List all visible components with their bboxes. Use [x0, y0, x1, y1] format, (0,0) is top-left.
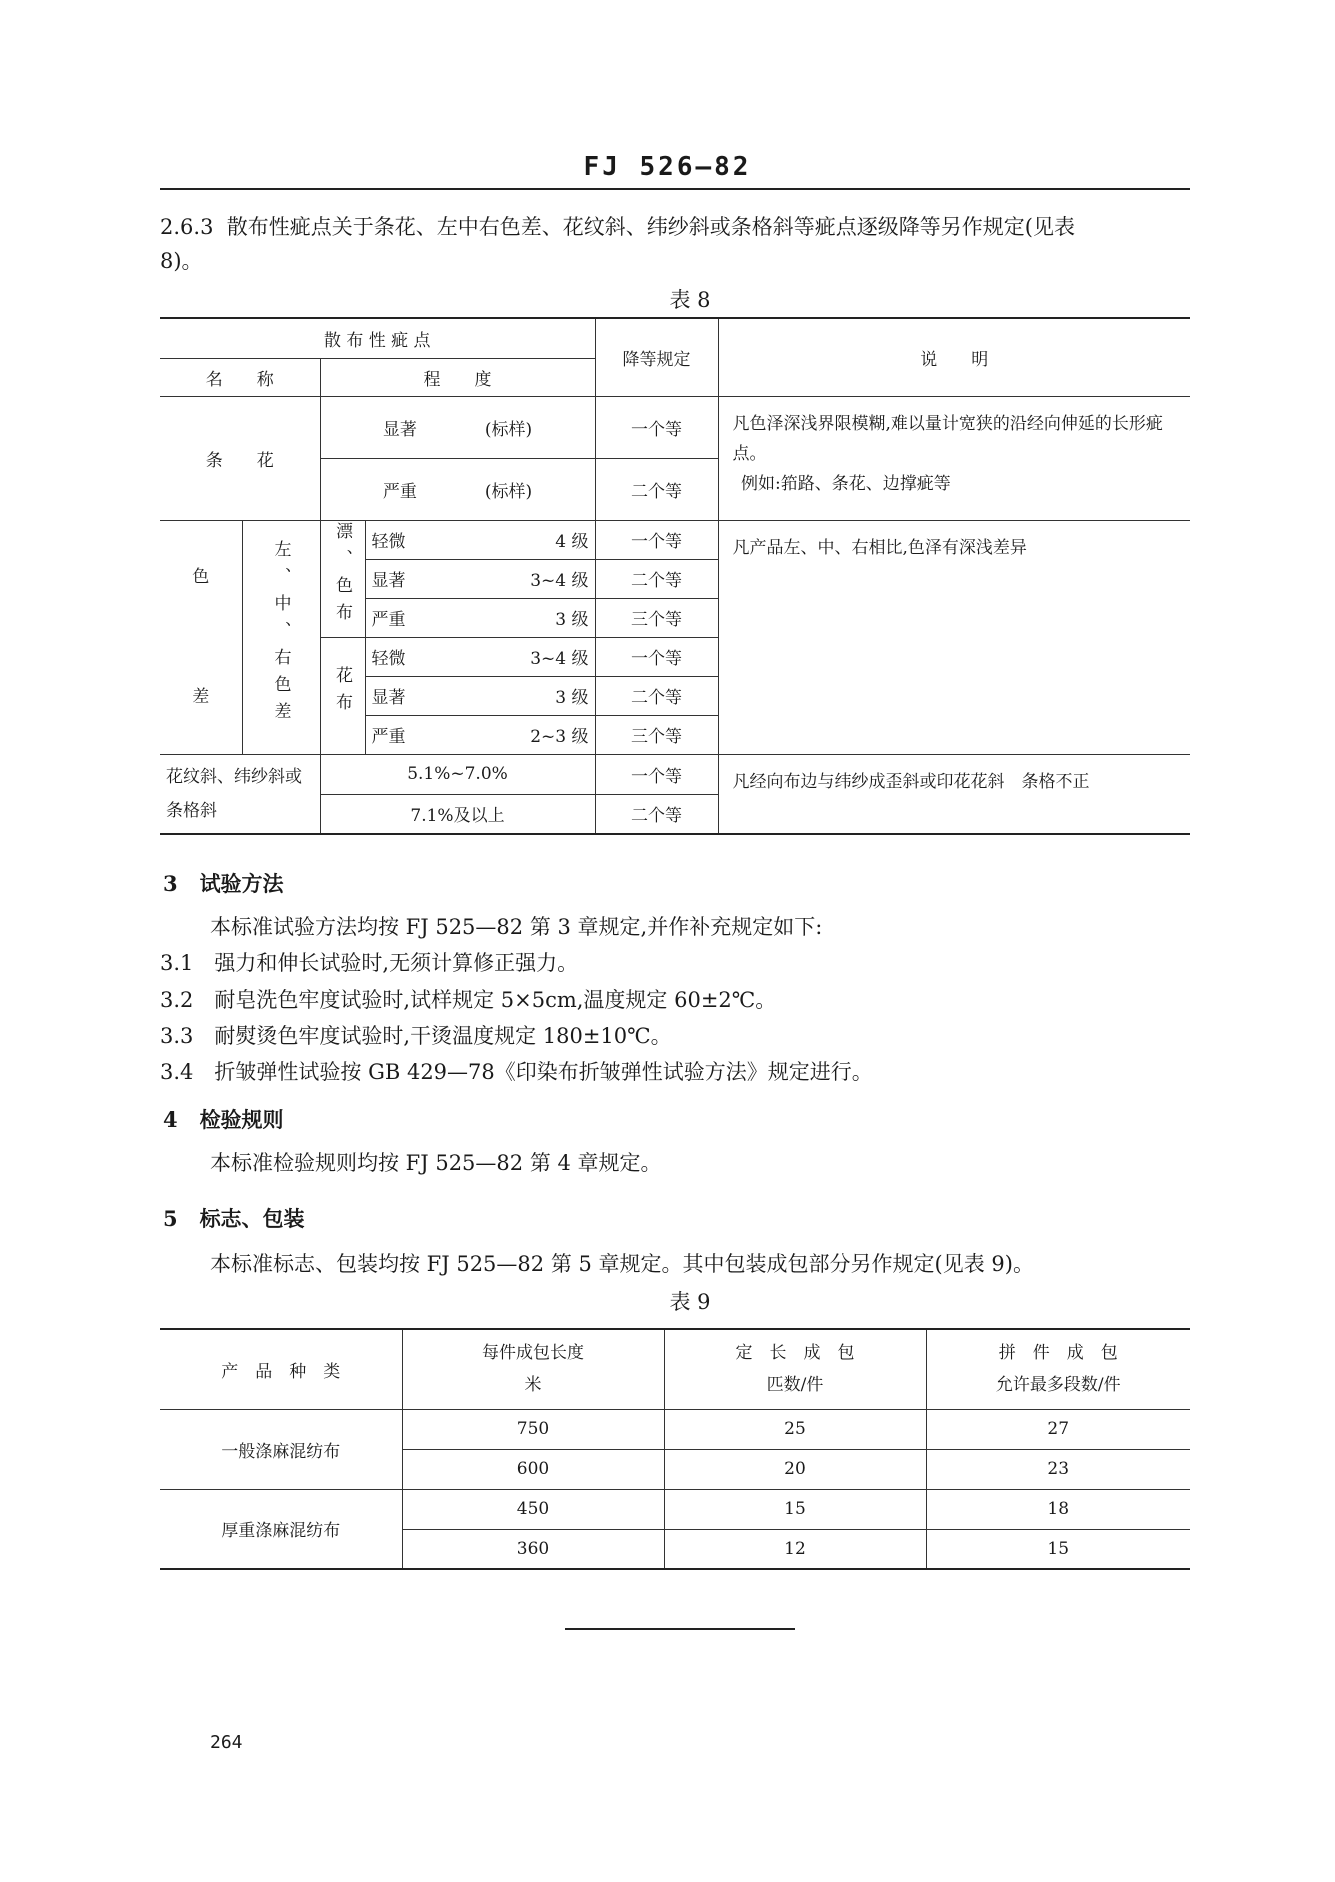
table9-caption: 表 9	[669, 1290, 711, 1314]
doc-code-header: FJ 526—82	[583, 152, 752, 182]
degree-cell: 7.1%及以上	[320, 794, 595, 834]
header-cell: 产 品 种 类	[160, 1329, 402, 1409]
header-cell: 降等规定	[595, 318, 718, 396]
segments-cell: 23	[926, 1449, 1190, 1489]
header-cell: 程 度	[320, 358, 595, 396]
pieces-cell: 20	[664, 1449, 926, 1489]
header-cell: 散 布 性 疵 点	[160, 318, 595, 358]
header-cell: 说 明	[718, 318, 1190, 396]
clause-3-1: 3.1 强力和伸长试验时,无须计算修正强力。	[160, 951, 579, 975]
clause-3-3: 3.3 耐熨烫色牢度试验时,干烫温度规定 180±10℃。	[160, 1024, 672, 1048]
rule-cell: 二个等	[595, 559, 718, 598]
sub-name: 左、中、右色差	[242, 520, 320, 754]
table-row	[160, 396, 1190, 458]
table-8	[160, 317, 1190, 835]
product-cell: 一般涤麻混纺布	[160, 1409, 402, 1489]
rule-cell: 二个等	[595, 794, 718, 834]
degree-cell: 5.1%~7.0%	[320, 754, 595, 794]
table-row	[160, 318, 1190, 358]
table-row	[160, 1409, 1190, 1449]
degree-cell: 严重 2~3 级	[365, 715, 595, 754]
header-cell: 名 称	[160, 358, 320, 396]
segments-cell: 18	[926, 1489, 1190, 1529]
section-text-cont: 8)。	[160, 249, 203, 273]
segments-cell: 15	[926, 1529, 1190, 1569]
section-3-intro: 本标准试验方法均按 FJ 525—82 第 3 章规定,并作补充规定如下:	[210, 915, 823, 939]
segments-cell: 27	[926, 1409, 1190, 1449]
section-5-text: 本标准标志、包装均按 FJ 525—82 第 5 章规定。其中包装成包部分另作规定(见表 9)。	[210, 1252, 1034, 1276]
rule-cell: 二个等	[595, 676, 718, 715]
rule-cell: 一个等	[595, 520, 718, 559]
rule-cell: 三个等	[595, 598, 718, 637]
end-rule	[565, 1628, 795, 1630]
length-cell: 360	[402, 1529, 664, 1569]
table8-caption: 表 8	[669, 288, 711, 312]
table-9	[160, 1328, 1190, 1570]
pieces-cell: 25	[664, 1409, 926, 1449]
note-cell: 凡色泽深浅界限模糊,难以量计宽狭的沿经向伸延的长形疵点。 例如:筘路、条花、边撑疵等	[718, 396, 1190, 520]
table-row	[160, 754, 1190, 794]
rule-cell: 一个等	[595, 396, 718, 458]
defect-name: 色 差	[160, 520, 242, 754]
degree-cell: 显著 (标样)	[320, 396, 595, 458]
section-4-heading: 4 检验规则	[163, 1107, 284, 1132]
degree-cell: 显著 3 级	[365, 676, 595, 715]
pieces-cell: 12	[664, 1529, 926, 1569]
table-row	[160, 1329, 1190, 1409]
table-row	[160, 520, 1190, 559]
fabric-group: 漂、色布	[320, 520, 365, 637]
page-number: 264	[210, 1732, 243, 1753]
rule-cell: 一个等	[595, 754, 718, 794]
rule-cell: 一个等	[595, 637, 718, 676]
length-cell: 450	[402, 1489, 664, 1529]
degree-cell: 严重 (标样)	[320, 458, 595, 520]
degree-cell: 严重 3 级	[365, 598, 595, 637]
degree-cell: 轻微 4 级	[365, 520, 595, 559]
clause-3-4: 3.4 折皱弹性试验按 GB 429—78《印染布折皱弹性试验方法》规定进行。	[160, 1060, 873, 1084]
header-cell: 每件成包长度 米	[402, 1329, 664, 1409]
degree-cell: 轻微 3~4 级	[365, 637, 595, 676]
pieces-cell: 15	[664, 1489, 926, 1529]
header-cell: 拼 件 成 包 允许最多段数/件	[926, 1329, 1190, 1409]
defect-name: 花纹斜、纬纱斜或 条格斜	[160, 754, 320, 834]
length-cell: 750	[402, 1409, 664, 1449]
section-2-6-3	[160, 210, 1190, 278]
note-cell: 凡经向布边与纬纱成歪斜或印花花斜 条格不正	[718, 754, 1190, 834]
section-text: 散布性疵点关于条花、左中右色差、花纹斜、纬纱斜或条格斜等疵点逐级降等另作规定(见表	[226, 215, 1075, 239]
note-cell: 凡产品左、中、右相比,色泽有深浅差异	[718, 520, 1190, 754]
length-cell: 600	[402, 1449, 664, 1489]
rule-cell: 二个等	[595, 458, 718, 520]
section-number: 2.6.3	[160, 215, 214, 239]
header-rule	[160, 188, 1190, 190]
section-5-heading: 5 标志、包装	[163, 1206, 305, 1231]
clause-3-2: 3.2 耐皂洗色牢度试验时,试样规定 5×5cm,温度规定 60±2℃。	[160, 988, 777, 1012]
table-row	[160, 1489, 1190, 1529]
rule-cell: 三个等	[595, 715, 718, 754]
degree-cell: 显著 3~4 级	[365, 559, 595, 598]
section-3-heading: 3 试验方法	[163, 871, 284, 896]
defect-name: 条 花	[160, 396, 320, 520]
header-cell: 定 长 成 包 匹数/件	[664, 1329, 926, 1409]
product-cell: 厚重涤麻混纺布	[160, 1489, 402, 1569]
fabric-group: 花布	[320, 637, 365, 754]
section-4-text: 本标准检验规则均按 FJ 525—82 第 4 章规定。	[210, 1151, 662, 1175]
